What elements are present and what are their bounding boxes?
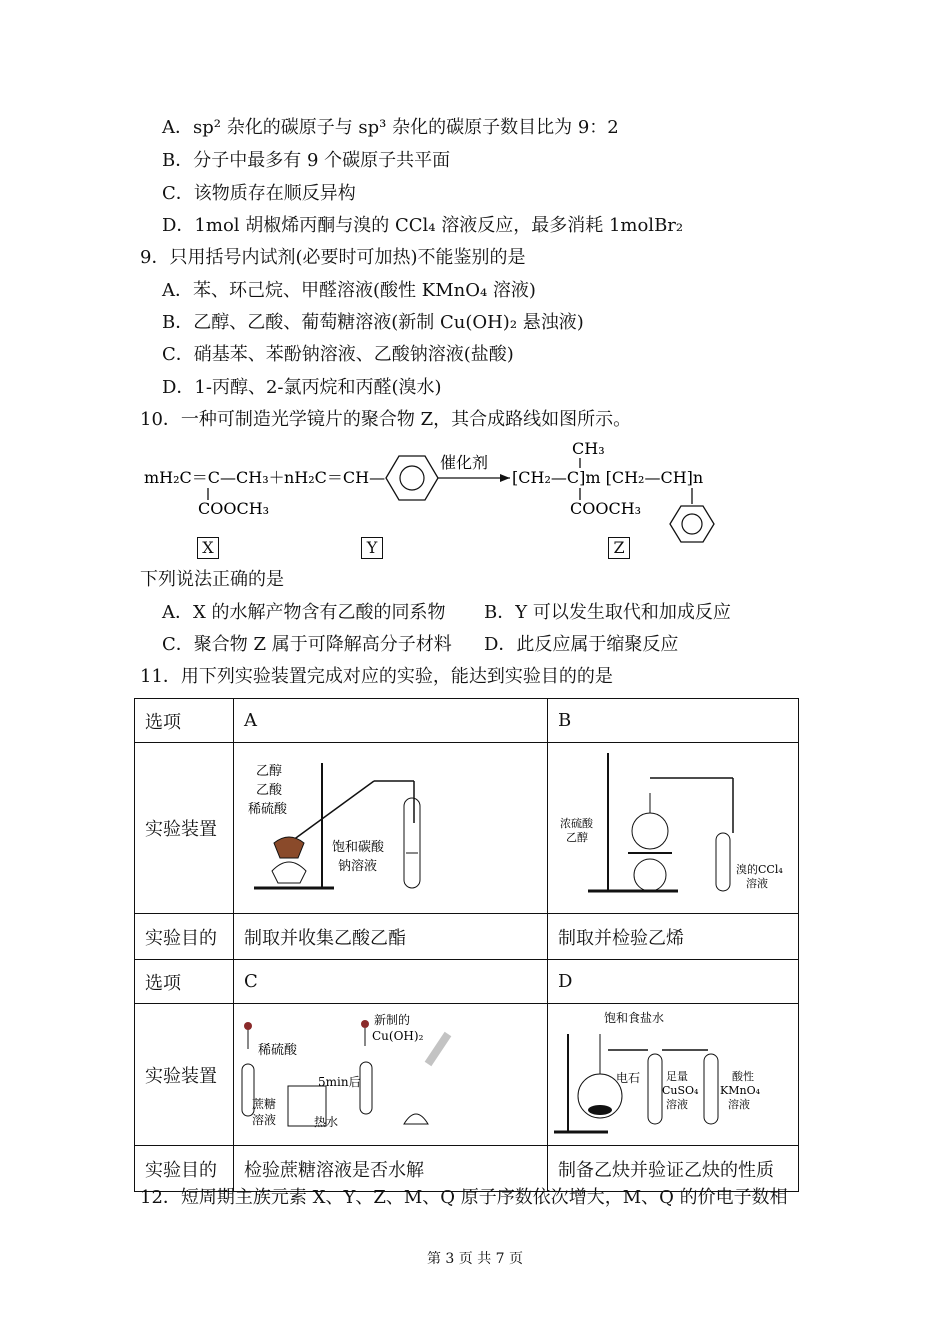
benzene-ring-y (386, 456, 438, 500)
label-z-box: Z (608, 537, 630, 559)
reactant-y-formula: nH₂C＝CH— (284, 468, 386, 487)
q10-option-c: C．聚合物 Z 属于可降解高分子材料 (162, 634, 452, 655)
product-z-methyl: CH₃ (572, 439, 605, 458)
svg-text:饱和碳酸: 饱和碳酸 (332, 840, 385, 855)
apparatus-a-cell (234, 743, 548, 914)
q8-option-d: D．1mol 胡椒烯丙酮与溴的 CCl₄ 溶液反应，最多消耗 1molBr₂ (162, 215, 684, 236)
svg-text:溶液: 溶液 (666, 1098, 688, 1111)
svg-text:稀硫酸: 稀硫酸 (258, 1043, 298, 1058)
purpose-a: 制取并收集乙酸乙酯 (234, 914, 548, 960)
q8-option-a: A．sp² 杂化的碳原子与 sp³ 杂化的碳原子数目比为 9：2 (162, 117, 619, 138)
svg-text:酸性: 酸性 (732, 1070, 754, 1083)
svg-text:稀硫酸: 稀硫酸 (248, 802, 288, 817)
benzene-ring-y-circle (400, 466, 424, 490)
svg-text:Cu(OH)₂: Cu(OH)₂ (372, 1029, 424, 1043)
svg-text:5min后: 5min后 (318, 1075, 361, 1089)
benzene-ring-z-circle (682, 514, 702, 534)
apparatus-b-drawing (548, 743, 798, 908)
svg-text:热水: 热水 (314, 1115, 339, 1129)
row-purpose-label: 实验目的 (135, 914, 234, 960)
q9-stem: 9．只用括号内试剂(必要时可加热)不能鉴别的是 (140, 247, 526, 268)
svg-text:溶液: 溶液 (252, 1113, 277, 1127)
apparatus-c-drawing (234, 1004, 547, 1140)
product-z-substituent: COOCH₃ (570, 499, 642, 518)
catalyst-label: 催化剂 (440, 453, 489, 472)
purpose-c: 检验蔗糖溶液是否水解 (234, 1146, 548, 1192)
reaction-arrowhead (500, 474, 510, 482)
q10-option-b: B．Y 可以发生取代和加成反应 (484, 602, 731, 623)
q10-stem: 10．一种可制造光学镜片的聚合物 Z，其合成路线如图所示。 (140, 409, 632, 430)
svg-text:浓硫酸: 浓硫酸 (560, 817, 593, 830)
svg-text:CuSO₄: CuSO₄ (662, 1084, 699, 1097)
col-a-label: A (234, 699, 548, 743)
q11-stem: 11．用下列实验装置完成对应的实验，能达到实验目的的是 (140, 666, 613, 687)
row-option-label: 选项 (135, 699, 234, 743)
reactant-x-formula: mH₂C＝C—CH₃＋ (144, 468, 285, 487)
svg-text:乙醇: 乙醇 (256, 764, 283, 779)
row-purpose-label-2: 实验目的 (135, 1146, 234, 1192)
page-footer: 第 3 页 共 7 页 (426, 1251, 524, 1267)
q9-option-b: B．乙醇、乙酸、葡萄糖溶液(新制 Cu(OH)₂ 悬浊液) (162, 312, 584, 333)
reactant-x-substituent: COOCH₃ (198, 499, 270, 518)
purpose-d: 制备乙炔并验证乙炔的性质 (548, 1146, 799, 1192)
svg-text:新制的: 新制的 (374, 1013, 411, 1027)
svg-text:乙醇: 乙醇 (566, 831, 588, 844)
q8-option-c: C．该物质存在顺反异构 (162, 183, 356, 204)
q9-option-c: C．硝基苯、苯酚钠溶液、乙酸钠溶液(盐酸) (162, 344, 514, 365)
q10-prompt: 下列说法正确的是 (140, 569, 284, 590)
svg-text:足量: 足量 (666, 1070, 688, 1083)
col-d-label: D (548, 960, 799, 1004)
svg-text:溴的CCl₄: 溴的CCl₄ (736, 863, 783, 876)
col-c-label: C (234, 960, 548, 1004)
q9-option-a: A．苯、环己烷、甲醛溶液(酸性 KMnO₄ 溶液) (162, 280, 536, 301)
row-device-label: 实验装置 (135, 743, 234, 914)
label-y-box: Y (361, 537, 383, 559)
svg-text:KMnO₄: KMnO₄ (720, 1084, 760, 1097)
col-b-label: B (548, 699, 799, 743)
svg-text:电石: 电石 (616, 1071, 641, 1085)
apparatus-d-drawing (548, 1004, 798, 1140)
apparatus-d-cell (548, 1004, 799, 1146)
purpose-b: 制取并检验乙烯 (548, 914, 799, 960)
q9-option-d: D．1-丙醇、2-氯丙烷和丙醛(溴水) (162, 377, 442, 398)
svg-text:饱和食盐水: 饱和食盐水 (604, 1011, 665, 1025)
benzene-ring-z (670, 506, 714, 542)
svg-text:乙酸: 乙酸 (256, 783, 283, 798)
apparatus-a-drawing (234, 743, 547, 908)
apparatus-c-cell (234, 1004, 548, 1146)
q12-stem: 12．短周期主族元素 X、Y、Z、M、Q 原子序数依次增大，M、Q 的价电子数相 (140, 1187, 788, 1208)
product-z-chain: [CH₂—C]m [CH₂—CH]n (512, 468, 704, 487)
apparatus-b-cell (548, 743, 799, 914)
q10-option-d: D．此反应属于缩聚反应 (484, 634, 679, 655)
row-device-label-2: 实验装置 (135, 1004, 234, 1146)
svg-text:溶液: 溶液 (746, 877, 768, 890)
q10-reaction-scheme (140, 436, 760, 566)
svg-text:钠溶液: 钠溶液 (338, 859, 378, 874)
row-option-label-2: 选项 (135, 960, 234, 1004)
experiment-table (134, 698, 799, 1192)
svg-text:溶液: 溶液 (728, 1098, 750, 1111)
q8-option-b: B．分子中最多有 9 个碳原子共平面 (162, 150, 451, 171)
label-x-box: X (197, 537, 219, 559)
svg-text:蔗糖: 蔗糖 (252, 1097, 277, 1111)
q10-option-a: A．X 的水解产物含有乙酸的同系物 (162, 602, 446, 623)
